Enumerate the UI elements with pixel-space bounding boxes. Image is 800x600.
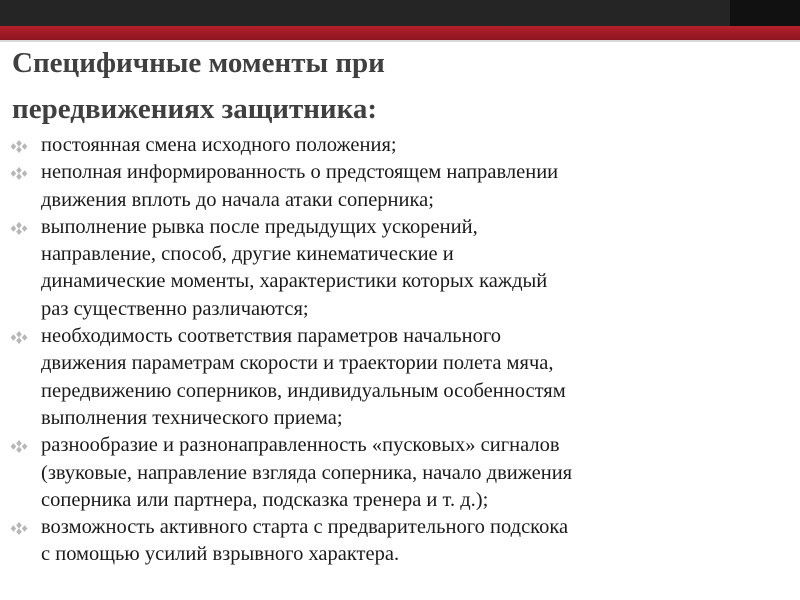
slide-title-line-2: передвижениях защитника: — [12, 93, 378, 125]
bullet-item — [8, 514, 793, 569]
diamond-cluster-icon — [10, 440, 28, 453]
bullet-line: выполнение рывка после предыдущих ускорений, — [41, 215, 478, 238]
slide-title-line-1: Специфичные моменты при — [12, 47, 385, 79]
bullet-line: с помощью усилий взрывного характера. — [41, 543, 400, 566]
header-dark-corner — [730, 0, 800, 26]
bullet-line: движения вплоть до начала атаки соперника; — [41, 188, 434, 211]
bullet-line: возможность активного старта с предварительного подскока — [41, 516, 569, 539]
bullet-item — [8, 432, 793, 514]
diamond-cluster-icon — [10, 140, 28, 153]
bullet-line: соперника или партнера, подсказка тренера и т. д.); — [41, 488, 489, 511]
bullet-line: передвижению соперников, индивидуальным особенностям — [41, 379, 566, 402]
bullet-line: постоянная смена исходного положения; — [41, 134, 397, 156]
bullet-item — [8, 159, 793, 214]
bullet-line: неполная информированность о предстоящем направлении — [41, 161, 559, 184]
diamond-cluster-icon — [10, 167, 28, 180]
diamond-cluster-icon — [10, 331, 28, 344]
bullet-line: (звуковые, направление взгляда соперника, начало движения — [41, 461, 573, 484]
header-red-stripe — [0, 26, 800, 40]
diamond-cluster-icon — [10, 222, 28, 235]
header-dark-bar — [0, 0, 800, 26]
bullet-list — [8, 132, 793, 569]
bullet-line: выполнения технического приема; — [41, 406, 343, 429]
bullet-item — [8, 132, 793, 159]
bullet-item — [8, 214, 793, 323]
diamond-cluster-icon — [10, 522, 28, 535]
bullet-line: направление, способ, другие кинематические и — [41, 243, 454, 266]
bullet-line: разнообразие и разнонаправленность «пусковых» сигналов — [41, 434, 560, 457]
bullet-item — [8, 323, 793, 432]
bullet-line: движения параметрам скорости и траектории полета мяча, — [41, 352, 554, 375]
bullet-line: динамические моменты, характеристики которых каждый — [41, 270, 548, 293]
slide-title — [12, 40, 792, 132]
bullet-line: необходимость соответствия параметров начального — [41, 325, 501, 348]
bullet-line: раз существенно различаются; — [41, 297, 309, 320]
